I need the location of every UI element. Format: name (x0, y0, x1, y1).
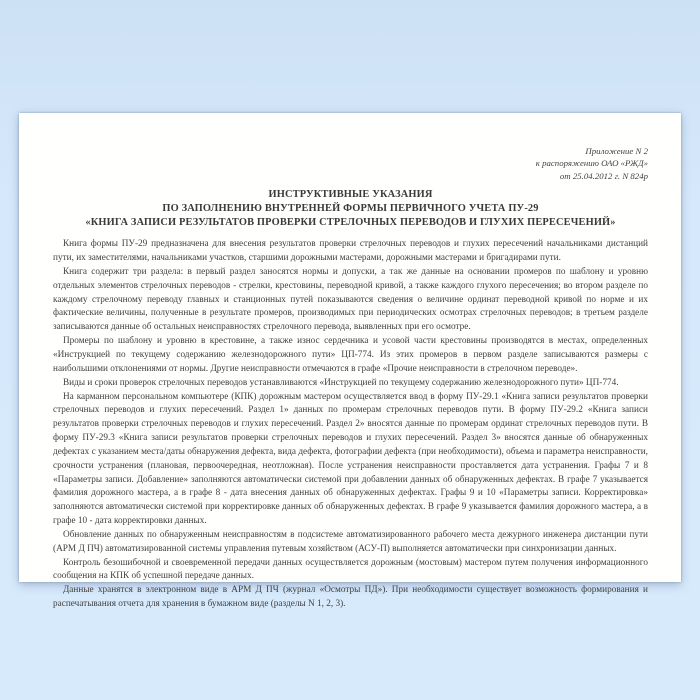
paragraph: Виды и сроки проверок стрелочных переводов устанавливаются «Инструкцией по текущему содержанию железнодорожного пути» ЦП-774. (63, 377, 619, 388)
paragraph: На карманном персональном компьютере (КПК) дорожным мастером осуществляется ввод в форму ПУ-29.1 «Книга записи результатов проверки стрелочных переводов и глухих пересечений. Раздел 1» данных по промерам стрелочных переводов пути. В форму ПУ-29.2 «Книга записи результатов проверки стрелочных переводов и глухих пересечений. Раздел 2» вносятся данные по промерам ординат стрелочных переводов пути. В форму ПУ-29.3 «Книга записи результатов проверки стрелочных переводов и глухих пересечений. Раздел 3» вносятся данные об обнаруженных дефектах с указанием места/даты обнаружения дефекта, вида дефекта, фотографии дефекта (при необходимости), объема и параметра неисправности, срочности устранения (плановая, первоочередная, неотложная). После устранения неисправности проставляется дата устранения. Графы 7 и 8 «Параметры записи. Добавление» заполняются автоматически системой при добавлении данных об обнаруженных дефектах. В графе 7 указывается фамилия дорожного мастера, а в графе 8 - дата внесения данных об обнаруженных дефектах. Графы 9 и 10 «Параметры записи. Корректировка» заполняются автоматически системой при корректировке данных об обнаруженных дефектах. В графе 9 указывается фамилия дорожного мастера, а в графе 10 - дата корректировки данных. (53, 391, 648, 527)
annex-block (53, 145, 648, 182)
title-line: ПО ЗАПОЛНЕНИЮ ВНУТРЕННЕЙ ФОРМЫ ПЕРВИЧНОГО УЧЕТА ПУ-29 (162, 203, 539, 215)
paragraph: Контроль безошибочной и своевременной передачи данных осуществляется дорожным (мостовым) мастером путем получения информационного сообщения на КПК об успешной передаче данных. (53, 557, 648, 582)
document-title (53, 188, 648, 230)
paragraph: Данные хранятся в электронном виде в АРМ Д ПЧ (журнал «Осмотры ПД»). При необходимости существует возможность формирования и распечатывания отчета для хранения в бумажном виде (разделы N 1, 2, 3). (53, 585, 648, 610)
annex-line: к распоряжению ОАО «РЖД» (535, 158, 648, 169)
title-line: «КНИГА ЗАПИСИ РЕЗУЛЬТАТОВ ПРОВЕРКИ СТРЕЛОЧНЫХ ПЕРЕВОДОВ И ГЛУХИХ ПЕРЕСЕЧЕНИЙ» (85, 217, 616, 229)
title-line: ИНСТРУКТИВНЫЕ УКАЗАНИЯ (268, 189, 433, 201)
paragraph: Обновление данных по обнаруженным неисправностям в подсистеме автоматизированного рабочего места дежурного инженера дистанции пути (АРМ Д ПЧ) автоматизированной системы управления путевым хозяйством (АСУ-П) выполняется автоматически при синхронизации данных. (53, 529, 648, 554)
annex-line: Приложение N 2 (585, 146, 648, 156)
paragraph: Книга содержит три раздела: в первый раздел заносятся нормы и допуски, а так же данные на основании промеров по шаблону и уровню отдельных элементов стрелочных переводов - стрелки, крестовины, переводной кривой, а также каждого глухого пересечения; во втором разделе по каждому стрелочному переводу главных и станционных путей показываются сведения о величине ординат переводной кривой по норме и их фактические величины, полученные в результате промеров, производимых при периодических осмотрах стрелочных переводов; в третьем разделе записываются данные об остальных неисправностях стрелочного перевода, выявленных при его осмотре. (53, 266, 648, 333)
annex-line: от 25.04.2012 г. N 824р (559, 170, 648, 181)
document-body (53, 238, 648, 612)
paragraph: Книга формы ПУ-29 предназначена для внесения результатов проверки стрелочных переводов и глухих пересечений начальниками дистанций пути, их заместителями, начальниками участков, старшими дорожными мастерами, дорожными мастерами и бригадирами пути. (53, 239, 648, 264)
document-page (19, 113, 681, 610)
paragraph: Промеры по шаблону и уровню в крестовине, а также износ сердечника и усовой части крестовины производятся в местах, определенных «Инструкцией по текущему содержанию железнодорожного пути» ЦП-774. Из этих промеров в первом разделе записываются размеры с наибольшими отклонениями от нормы. Другие неисправности отмечаются в графе «Прочие неисправности в стрелочном переводе». (53, 336, 648, 374)
